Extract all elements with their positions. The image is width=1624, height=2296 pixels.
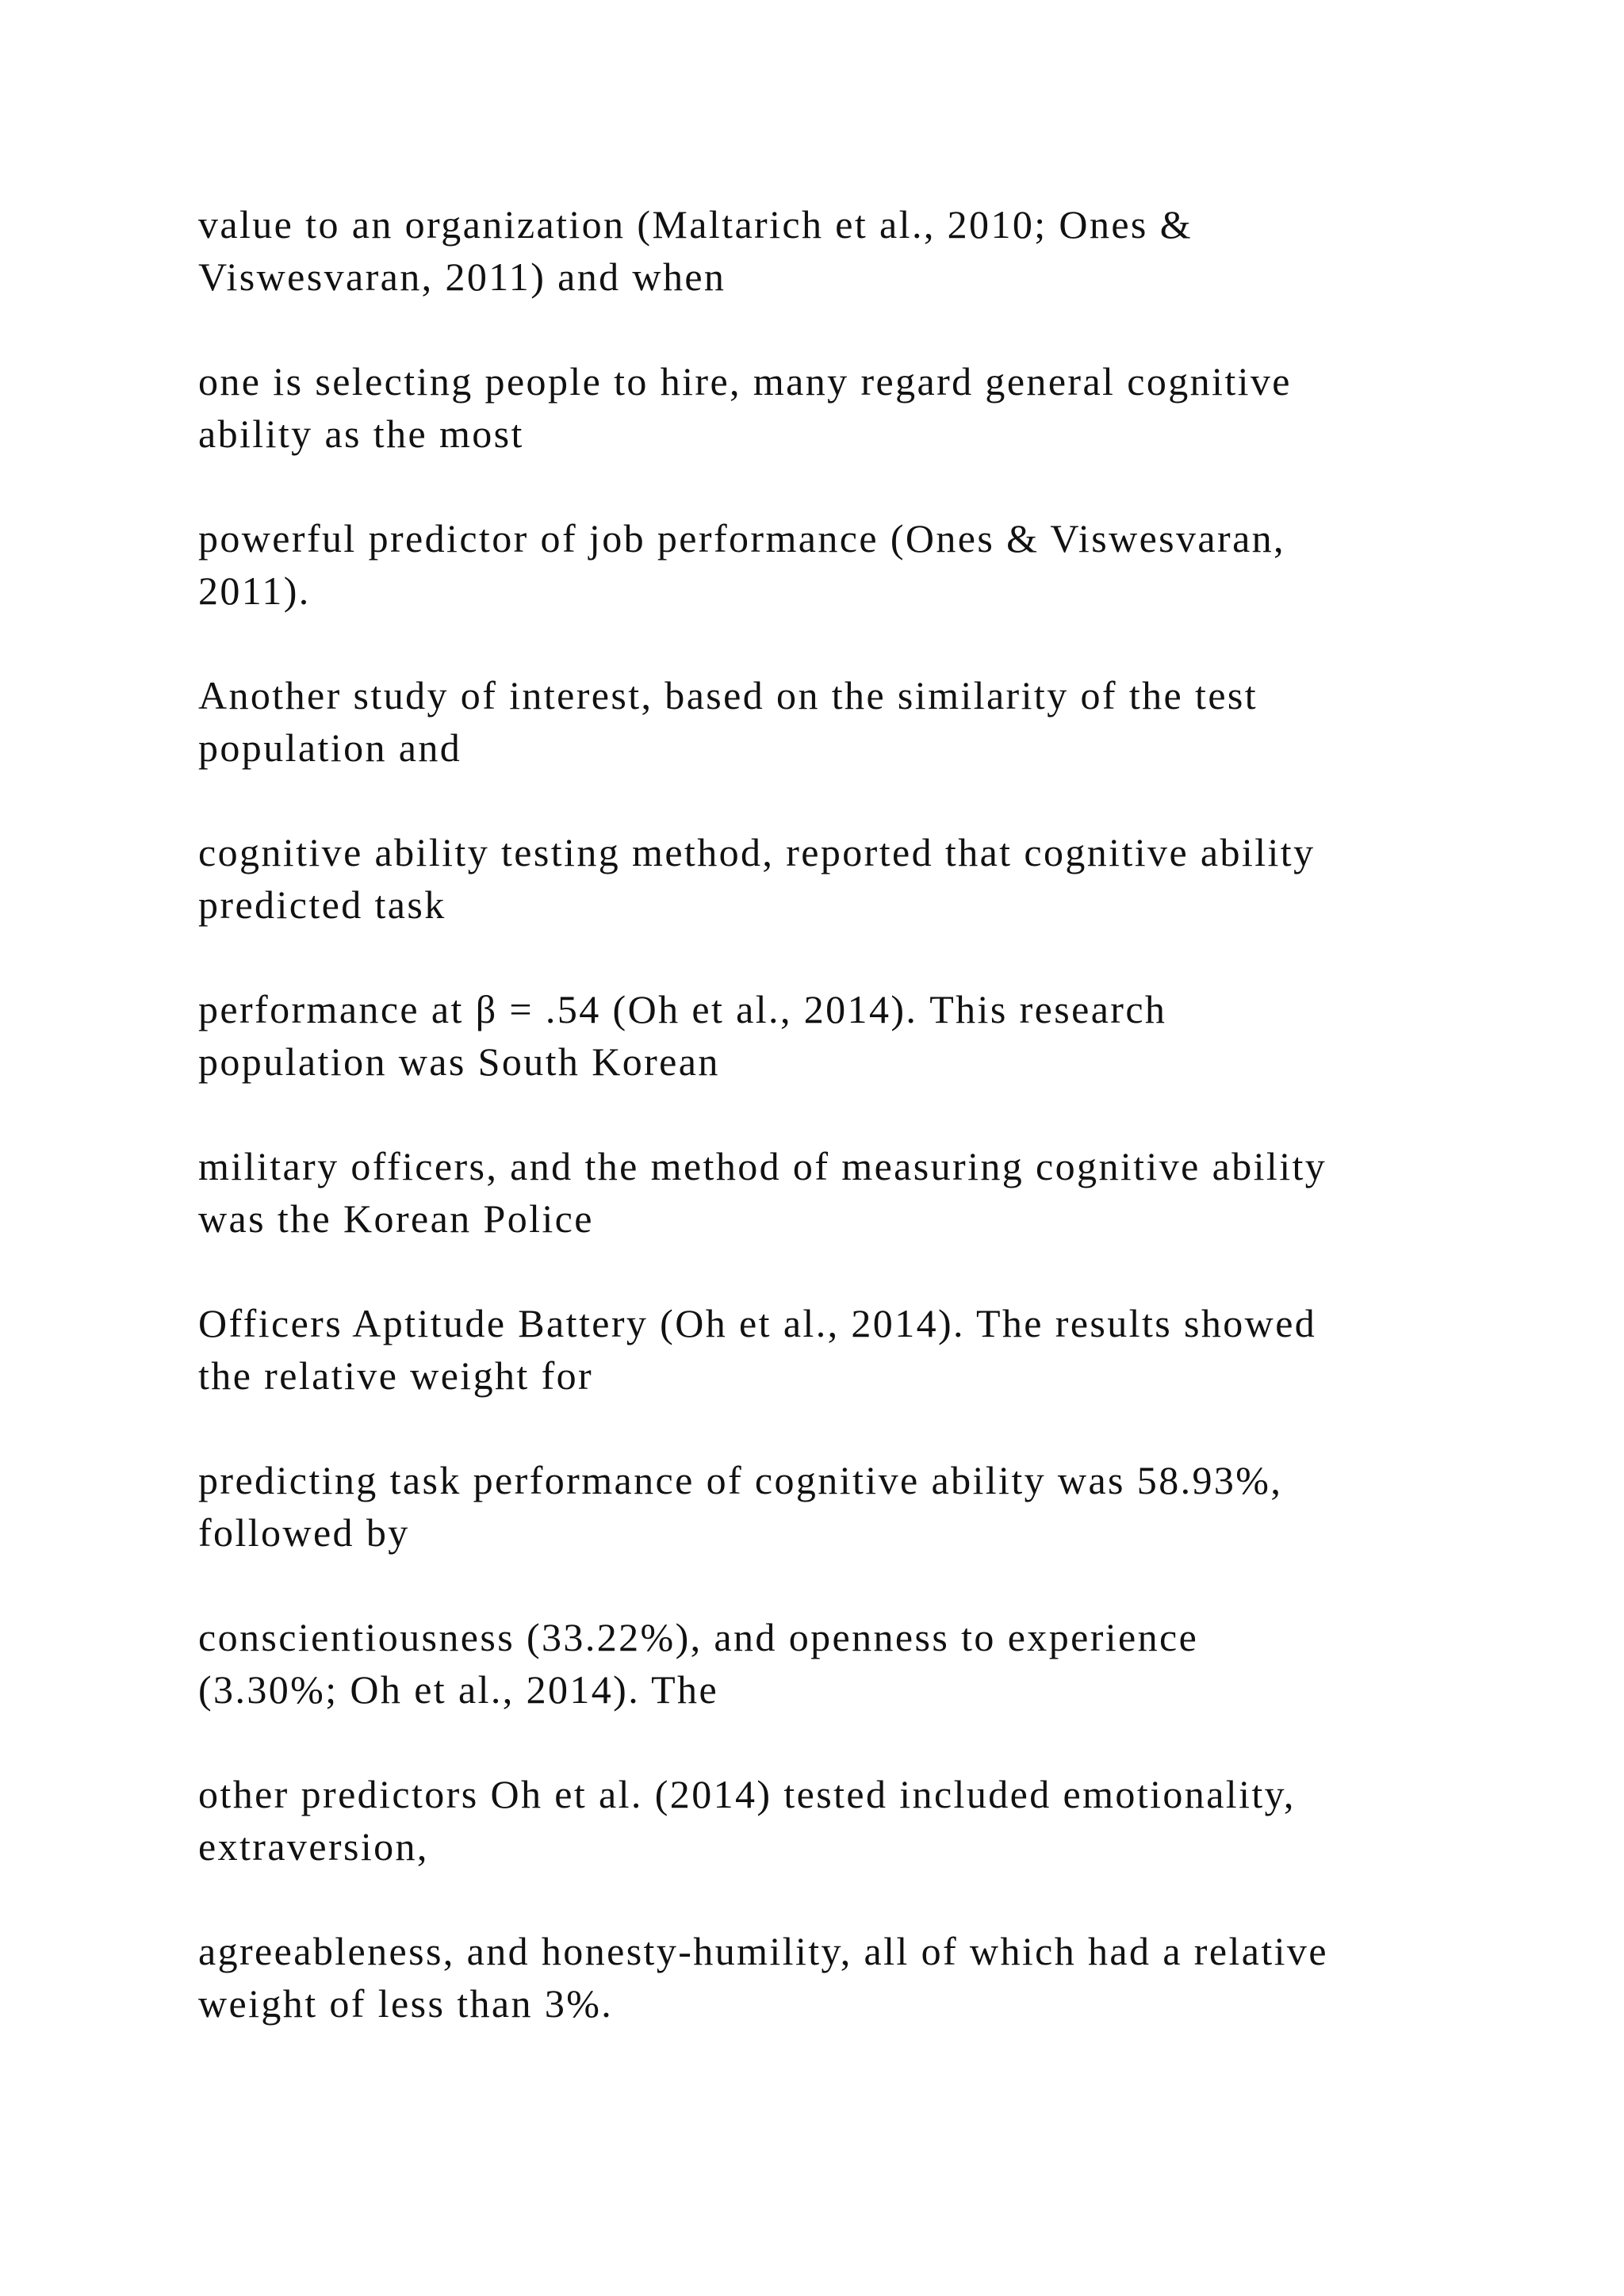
text-line: one is selecting people to hire, many regard general cognitive bbox=[198, 359, 1292, 404]
text-line: Officers Aptitude Battery (Oh et al., 2014). The results showed bbox=[198, 1301, 1317, 1345]
text-line: Another study of interest, based on the similarity of the test bbox=[198, 673, 1258, 718]
text-line: conscientiousness (33.22%), and openness to experience bbox=[198, 1615, 1199, 1659]
text-line: population was South Korean bbox=[198, 1039, 720, 1084]
paragraph bbox=[198, 669, 1507, 774]
paragraph bbox=[198, 1297, 1507, 1402]
text-line: predicting task performance of cognitive ability was 58.93%, bbox=[198, 1458, 1283, 1502]
text-line: performance at β = .54 (Oh et al., 2014). This research bbox=[198, 987, 1167, 1031]
text-line: ability as the most bbox=[198, 411, 524, 456]
paragraph bbox=[198, 826, 1507, 931]
paragraph bbox=[198, 1768, 1507, 1873]
text-line: 2011). bbox=[198, 568, 311, 613]
text-line: other predictors Oh et al. (2014) tested included emotionality, bbox=[198, 1772, 1296, 1816]
text-line: military officers, and the method of measuring cognitive ability bbox=[198, 1144, 1327, 1188]
paragraph bbox=[198, 1611, 1507, 1716]
text-line: population and bbox=[198, 725, 462, 770]
text-line: extraversion, bbox=[198, 1824, 429, 1869]
paragraph bbox=[198, 512, 1507, 617]
paragraph bbox=[198, 355, 1507, 460]
paragraph bbox=[198, 1925, 1507, 2030]
text-line: predicted task bbox=[198, 882, 446, 927]
text-line: (3.30%; Oh et al., 2014). The bbox=[198, 1667, 719, 1712]
text-line: value to an organization (Maltarich et al., 2010; Ones & bbox=[198, 202, 1193, 247]
text-line: the relative weight for bbox=[198, 1353, 594, 1398]
text-line: was the Korean Police bbox=[198, 1196, 594, 1241]
paragraph bbox=[198, 983, 1507, 1088]
paragraph bbox=[198, 198, 1507, 303]
text-line: cognitive ability testing method, reported that cognitive ability bbox=[198, 830, 1316, 874]
text-line: Viswesvaran, 2011) and when bbox=[198, 254, 726, 299]
text-line: powerful predictor of job performance (Ones & Viswesvaran, bbox=[198, 516, 1285, 561]
text-line: followed by bbox=[198, 1510, 410, 1555]
paragraph bbox=[198, 1140, 1507, 1245]
text-line: weight of less than 3%. bbox=[198, 1981, 614, 2026]
paragraph bbox=[198, 1454, 1507, 1559]
body-text bbox=[198, 198, 1507, 2082]
text-line: agreeableness, and honesty-humility, all of which had a relative bbox=[198, 1929, 1328, 1973]
